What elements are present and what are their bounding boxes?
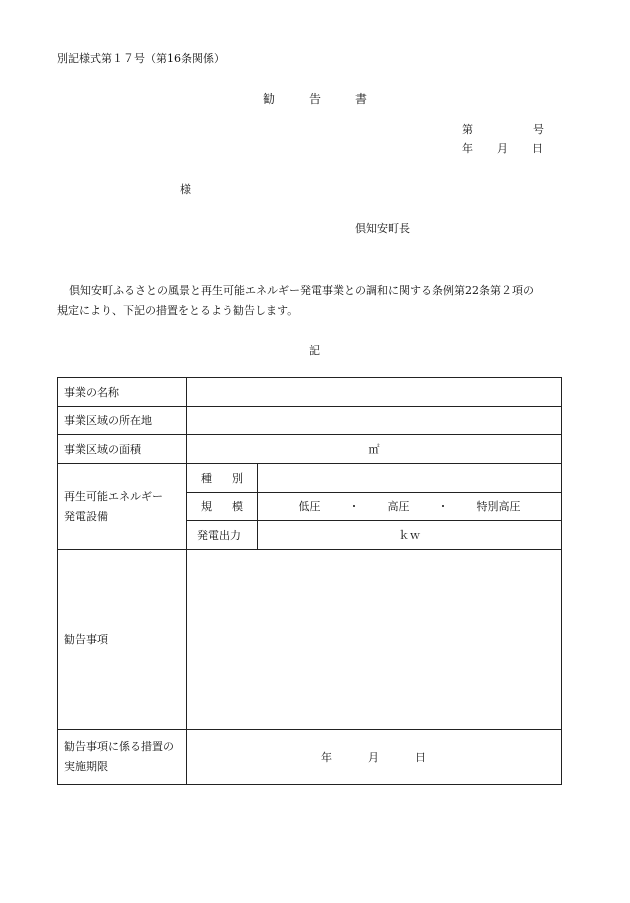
deadline-month: 月 xyxy=(368,750,379,764)
scale-option-extra-high[interactable]: 特別高圧 xyxy=(476,500,521,513)
row-advice-items xyxy=(58,550,562,730)
date-month: 月 xyxy=(497,142,508,155)
ki-heading: 記 xyxy=(309,344,320,357)
deadline-day: 日 xyxy=(415,750,426,764)
equipment-label-line-1: 再生可能エネルギー xyxy=(64,489,163,503)
row-project-name xyxy=(58,378,562,407)
advice-items-label: 勧告事項 xyxy=(58,550,187,730)
output-label: 発電出力 xyxy=(187,521,258,550)
addressee-suffix: 様 xyxy=(180,183,191,196)
deadline-label-line-1: 勧告事項に係る措置の xyxy=(64,740,174,753)
deadline-value[interactable] xyxy=(187,730,562,785)
output-unit: ｋｗ xyxy=(398,528,421,542)
output-value[interactable] xyxy=(258,521,562,550)
advice-table xyxy=(57,377,562,785)
scale-label-char-1: 規 xyxy=(201,500,212,513)
type-label-char-2: 別 xyxy=(232,471,243,485)
row-deadline xyxy=(58,730,562,785)
row-equipment-type xyxy=(58,464,562,493)
project-location-value[interactable] xyxy=(187,407,562,435)
equipment-label xyxy=(58,464,187,550)
scale-label-char-2: 模 xyxy=(232,500,243,513)
deadline-date xyxy=(193,750,555,765)
project-location-label: 事業区域の所在地 xyxy=(58,407,187,435)
number-prefix: 第 xyxy=(462,123,473,136)
type-value[interactable] xyxy=(258,464,562,493)
date-year: 年 xyxy=(462,142,473,155)
title-char-3: 書 xyxy=(355,92,368,106)
type-label-char-1: 種 xyxy=(201,471,212,485)
issuer: 倶知安町長 xyxy=(355,222,410,235)
scale-value[interactable] xyxy=(258,493,562,521)
scale-separator-2: ・ xyxy=(437,500,449,513)
scale-option-low[interactable]: 低圧 xyxy=(298,500,321,513)
project-area-value[interactable] xyxy=(187,435,562,464)
title-char-1: 勧 xyxy=(263,92,276,106)
deadline-year: 年 xyxy=(321,750,332,764)
title-char-2: 告 xyxy=(309,92,322,106)
document-title xyxy=(263,90,367,107)
project-area-label: 事業区域の面積 xyxy=(58,435,187,464)
document-number xyxy=(462,121,544,137)
project-name-label: 事業の名称 xyxy=(58,378,187,407)
scale-options xyxy=(264,499,555,514)
scale-label xyxy=(187,493,258,521)
number-suffix: 号 xyxy=(533,123,544,136)
area-unit: ㎡ xyxy=(368,442,380,456)
body-text-line-1: 倶知安町ふるさとの風景と再生可能エネルギー発電事業との調和に関する条例第22条第２項の xyxy=(69,284,534,297)
row-project-area xyxy=(58,435,562,464)
equipment-label-line-2: 発電設備 xyxy=(64,509,108,523)
advice-items-value[interactable] xyxy=(187,550,562,730)
project-name-value[interactable] xyxy=(187,378,562,407)
scale-option-high[interactable]: 高圧 xyxy=(387,500,410,513)
document-date xyxy=(462,140,543,156)
form-reference: 別記様式第１７号（第16条関係） xyxy=(57,52,225,65)
row-project-location xyxy=(58,407,562,435)
scale-separator-1: ・ xyxy=(348,500,360,513)
type-label xyxy=(187,464,258,493)
deadline-label xyxy=(58,730,187,785)
deadline-label-line-2: 実施期限 xyxy=(64,760,108,773)
body-text-line-2: 規定により、下記の措置をとるよう勧告します。 xyxy=(57,304,299,317)
date-day: 日 xyxy=(532,142,543,155)
